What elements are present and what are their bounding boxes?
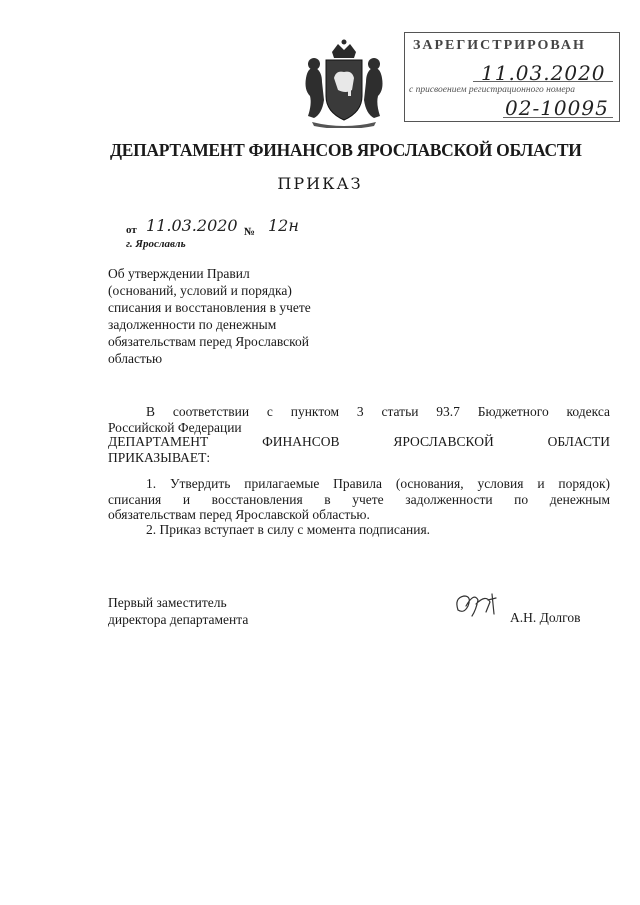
paragraph-line: ПРИКАЗЫВАЕТ: bbox=[108, 449, 211, 465]
stamp-divider bbox=[473, 81, 613, 82]
position-line: Первый заместитель bbox=[108, 595, 227, 610]
paragraph-line: списания и восстановления в учете задолженности по денежным bbox=[108, 491, 610, 507]
paragraph-line: ДЕПАРТАМЕНТ ФИНАНСОВ ЯРОСЛАВСКОЙ ОБЛАСТИ bbox=[108, 434, 610, 449]
subject-line: задолженности по денежным bbox=[108, 317, 277, 332]
date-label: от bbox=[126, 224, 137, 236]
coat-of-arms-emblem bbox=[298, 38, 390, 128]
orders-paragraph bbox=[108, 434, 610, 465]
paragraph-line: Российской Федерации bbox=[108, 419, 242, 435]
subject-line: обязательствам перед Ярославской bbox=[108, 334, 309, 349]
subject-line: (оснований, условий и порядка) bbox=[108, 283, 292, 298]
stamp-date: 11.03.2020 bbox=[481, 61, 606, 85]
preamble-paragraph bbox=[108, 404, 610, 435]
stamp-divider bbox=[503, 117, 613, 118]
document-type-title: ПРИКАЗ bbox=[277, 174, 363, 193]
signatory-position bbox=[108, 594, 248, 628]
paragraph-line: В соответствии с пунктом 3 статьи 93.7 Бюджетного кодекса bbox=[146, 404, 610, 419]
stamp-title: ЗАРЕГИСТРИРОВАН bbox=[413, 38, 586, 53]
subject-line: Об утверждении Правил bbox=[108, 266, 250, 281]
number-label: № bbox=[244, 226, 256, 238]
item-1-paragraph bbox=[108, 476, 610, 523]
item-2-paragraph: 2. Приказ вступает в силу с момента подписания. bbox=[146, 522, 431, 537]
order-date: 11.03.2020 bbox=[146, 216, 238, 235]
registration-stamp bbox=[404, 32, 620, 122]
order-subject bbox=[108, 265, 348, 367]
position-line: директора департамента bbox=[108, 612, 249, 627]
paragraph-line: обязательствам перед Ярославской областью. bbox=[108, 507, 370, 522]
paragraph-line: 1. Утвердить прилагаемые Правила (основания, условия и порядок) bbox=[146, 476, 610, 491]
order-number: 12н bbox=[268, 216, 299, 235]
department-title: ДЕПАРТАМЕНТ ФИНАНСОВ ЯРОСЛАВСКОЙ ОБЛАСТИ bbox=[110, 140, 582, 160]
subject-line: областью bbox=[108, 351, 163, 366]
city-label: г. Ярославль bbox=[126, 238, 186, 250]
signatory-name: А.Н. Долгов bbox=[510, 610, 581, 625]
stamp-registration-number: 02-10095 bbox=[505, 96, 609, 120]
stamp-note: с присвоением регистрационного номера bbox=[409, 85, 576, 95]
handwritten-signature bbox=[452, 588, 512, 622]
subject-line: списания и восстановления в учете bbox=[108, 300, 311, 315]
